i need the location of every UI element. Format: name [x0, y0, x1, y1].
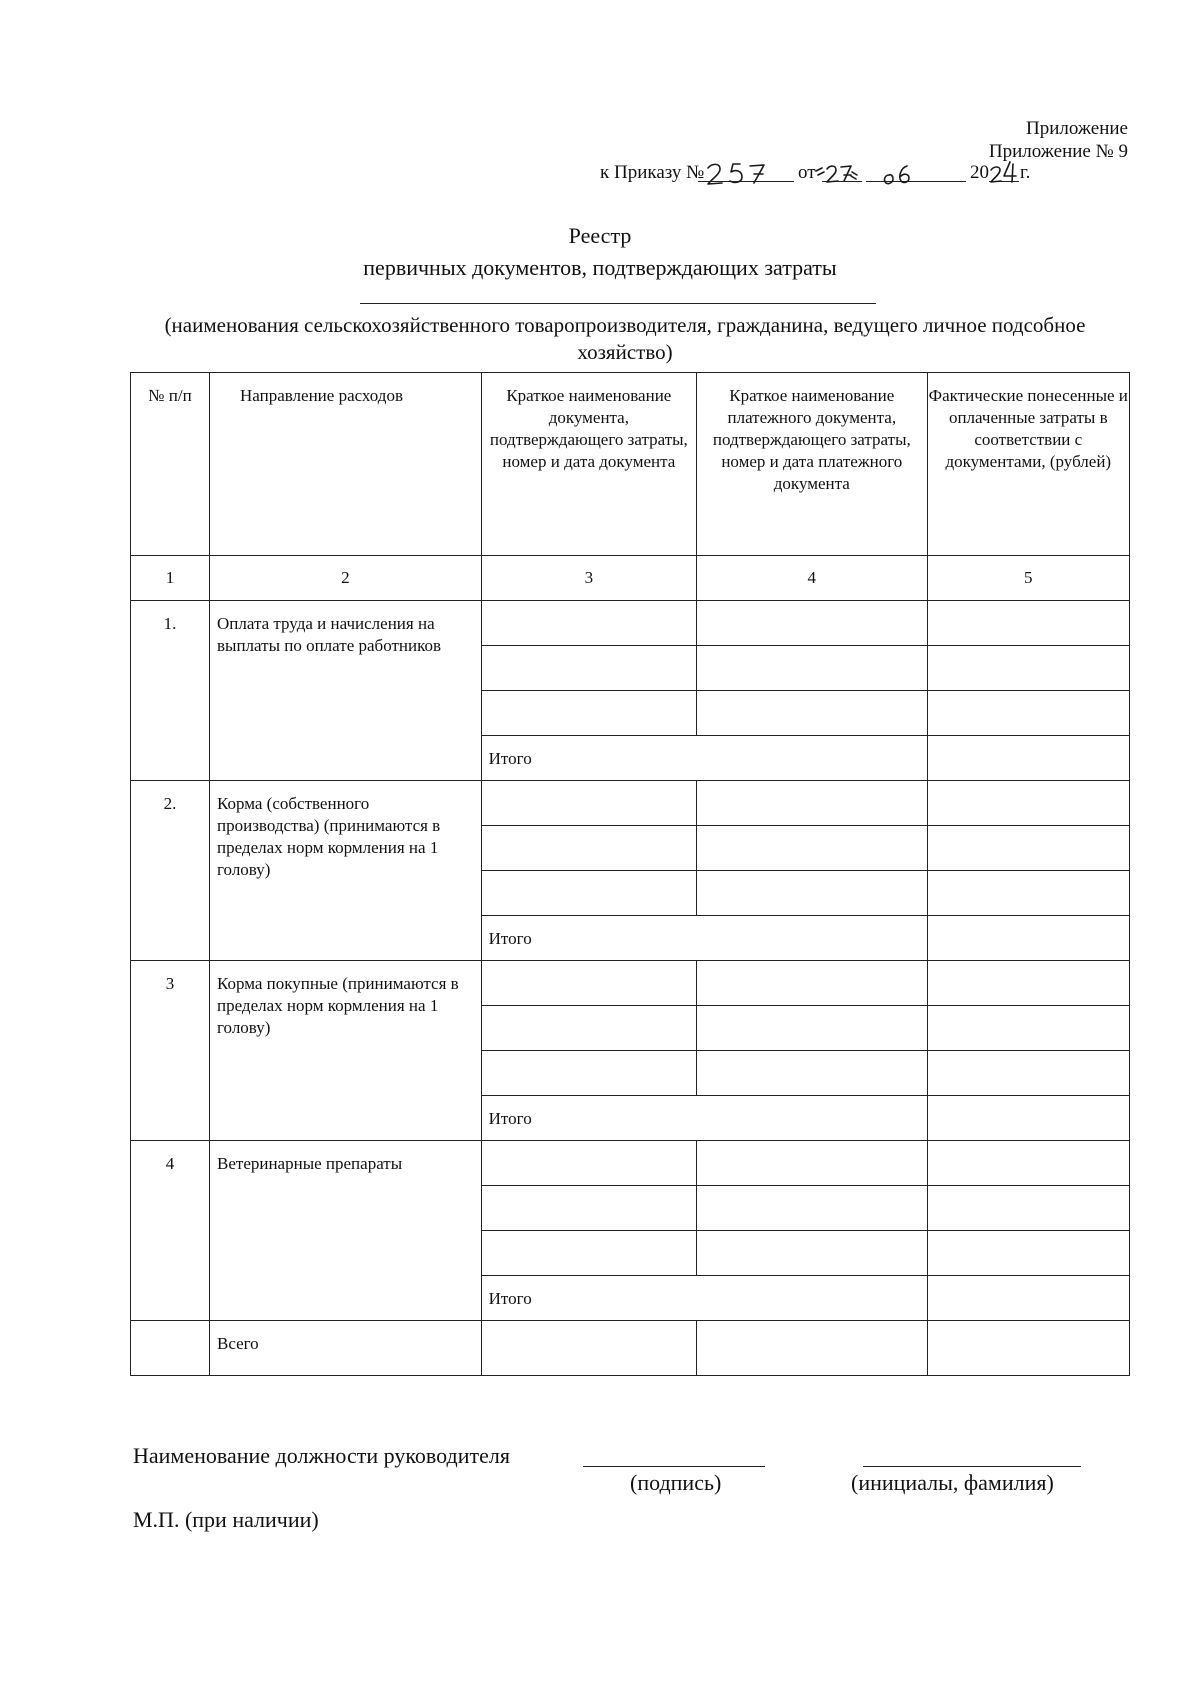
header-supporting-document: Краткое наименование документа, подтверждающего затраты, номер и дата документа	[481, 373, 696, 556]
table-cell	[131, 1321, 210, 1376]
table-cell	[927, 601, 1129, 646]
table-cell	[927, 871, 1129, 916]
seal-label: М.П. (при наличии)	[133, 1507, 319, 1532]
handwritten-date-signature	[600, 154, 1129, 190]
appendix-label: Приложение	[1026, 118, 1128, 139]
table-cell	[697, 1006, 928, 1051]
table-cell	[481, 1231, 696, 1276]
table-cell	[481, 1186, 696, 1231]
table-cell	[697, 781, 928, 826]
table-cell	[927, 1006, 1129, 1051]
column-number: 4	[697, 556, 928, 601]
table-cell	[927, 646, 1129, 691]
table-row	[131, 961, 1130, 1006]
table-cell	[481, 826, 696, 871]
section-number: 1.	[131, 601, 210, 781]
header-payment-document: Краткое наименование платежного документа, подтверждающего затраты, номер и дата платежного документа	[697, 373, 928, 556]
table-cell	[927, 781, 1129, 826]
column-number-row	[131, 556, 1130, 601]
signature-caption: (подпись)	[630, 1470, 722, 1495]
subtotal-label: Итого	[481, 916, 927, 961]
table-cell	[481, 691, 696, 736]
subtotal-value	[927, 736, 1129, 781]
table-row	[131, 781, 1130, 826]
table-cell	[927, 691, 1129, 736]
column-number: 3	[481, 556, 696, 601]
table-cell	[481, 781, 696, 826]
subtotal-value	[927, 1276, 1129, 1321]
header-row-number: № п/п	[131, 373, 210, 556]
table-cell	[697, 1051, 928, 1096]
year-prefix: 20	[970, 162, 989, 183]
table-cell	[481, 1051, 696, 1096]
subtotal-label: Итого	[481, 1276, 927, 1321]
producer-name-blank	[360, 303, 876, 304]
signature-blank	[583, 1466, 765, 1467]
name-blank	[863, 1466, 1081, 1467]
table-cell	[697, 1231, 928, 1276]
name-caption: (инициалы, фамилия)	[851, 1470, 1054, 1495]
table-cell	[481, 961, 696, 1006]
table-cell	[927, 961, 1129, 1006]
table-cell	[927, 1231, 1129, 1276]
table-cell	[927, 1141, 1129, 1186]
section-label-own-feed: Корма (собственного производства) (принимаются в пределах норм кормления на 1 голову)	[210, 781, 482, 961]
section-number: 3	[131, 961, 210, 1141]
producer-name-caption: (наименования сельскохозяйственного товаропроизводителя, гражданина, ведущего личное подсобное хозяйство)	[164, 313, 1086, 364]
column-number: 1	[131, 556, 210, 601]
table-cell	[481, 1321, 696, 1376]
header-actual-costs: Фактические понесенные и оплаченные затраты в соответствии с документами, (рублей)	[927, 373, 1129, 556]
table-cell	[697, 691, 928, 736]
table-row	[131, 1141, 1130, 1186]
table-cell	[927, 1051, 1129, 1096]
table-cell	[697, 871, 928, 916]
table-cell	[481, 871, 696, 916]
document-subtitle: первичных документов, подтверждающих затраты	[363, 255, 837, 280]
order-prefix: к Приказу №	[600, 162, 705, 183]
subtotal-value	[927, 1096, 1129, 1141]
appendix-number: Приложение № 9	[988, 141, 1128, 162]
table-cell	[697, 646, 928, 691]
table-cell	[481, 1141, 696, 1186]
document-title: Реестр	[568, 223, 632, 248]
subtotal-label: Итого	[481, 736, 927, 781]
table-cell	[481, 601, 696, 646]
subtotal-value	[927, 916, 1129, 961]
year-end: г.	[1020, 162, 1031, 183]
table-header-row	[131, 373, 1130, 556]
table-cell	[697, 1321, 928, 1376]
table-cell	[697, 961, 928, 1006]
section-label-purchased-feed: Корма покупные (принимаются в пределах норм кормления на 1 голову)	[210, 961, 482, 1141]
register-table	[130, 372, 1130, 1376]
header-expense-direction: Направление расходов	[210, 373, 482, 556]
table-cell	[697, 601, 928, 646]
grand-total-label: Всего	[210, 1321, 482, 1376]
table-cell	[481, 646, 696, 691]
section-number: 2.	[131, 781, 210, 961]
position-label: Наименование должности руководителя	[133, 1443, 510, 1468]
grand-total-row	[131, 1321, 1130, 1376]
table-cell	[697, 826, 928, 871]
section-label-labor: Оплата труда и начисления на выплаты по оплате работников	[210, 601, 482, 781]
section-label-veterinary: Ветеринарные препараты	[210, 1141, 482, 1321]
table-row	[131, 601, 1130, 646]
table-cell	[481, 1006, 696, 1051]
table-cell	[697, 1186, 928, 1231]
column-number: 5	[927, 556, 1129, 601]
subtotal-label: Итого	[481, 1096, 927, 1141]
table-cell	[927, 1186, 1129, 1231]
from-label: от	[798, 162, 816, 183]
table-cell	[927, 826, 1129, 871]
table-cell	[697, 1141, 928, 1186]
section-number: 4	[131, 1141, 210, 1321]
table-cell	[927, 1321, 1129, 1376]
order-reference	[600, 154, 1129, 190]
column-number: 2	[210, 556, 482, 601]
